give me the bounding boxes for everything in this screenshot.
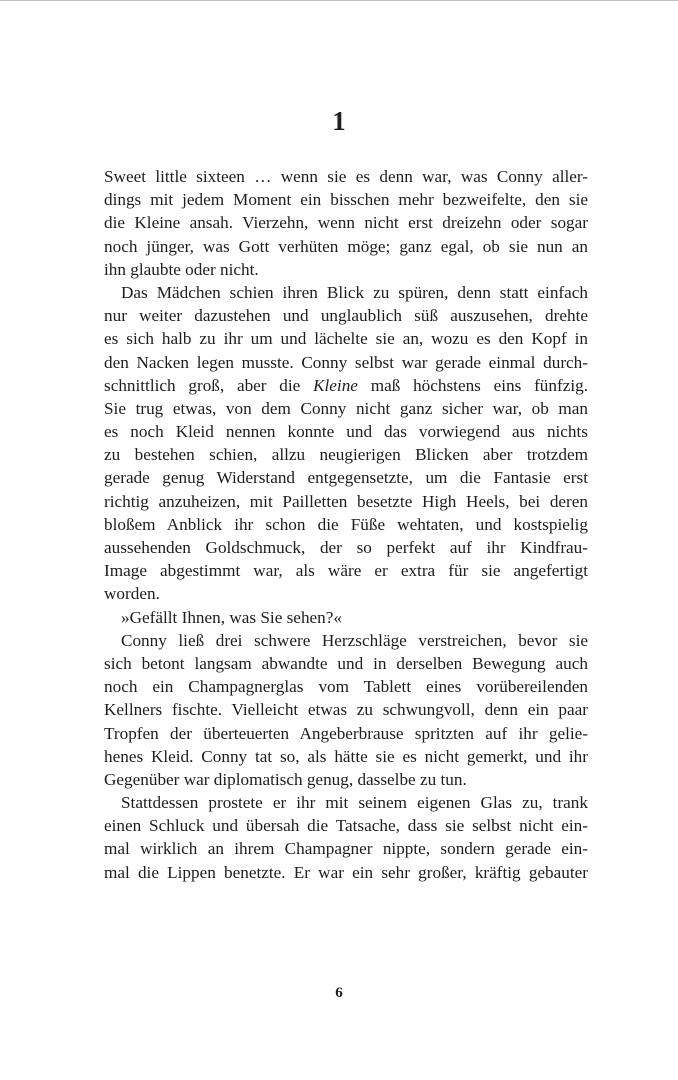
text-line: »Gefällt Ihnen, was Sie sehen?«	[121, 607, 342, 627]
text-line: Gegenüber war diplomatisch genug, dasselbe zu tun.	[104, 769, 467, 789]
body-text	[104, 165, 588, 884]
text-line: zu bestehen schien, allzu neugierigen Blicken aber trotzdem	[104, 445, 588, 465]
text-line: es sich halb zu ihr um und lächelte sie an, wozu es den Kopf in	[104, 329, 588, 349]
text-line: mal wirklich an ihrem Champagner nippte, sondern gerade ein-	[104, 839, 588, 859]
text-line: Stattdessen prostete er ihr mit seinem eigenen Glas zu, trank	[121, 793, 588, 813]
text-line: einen Schluck und übersah die Tatsache, dass sie selbst nicht ein-	[104, 816, 588, 836]
text-line: worden.	[104, 584, 160, 604]
text-line: Sweet little sixteen … wenn sie es denn war, was Conny aller-	[104, 167, 588, 186]
text-line: nur weiter dazustehen und unglaublich süß auszusehen, drehte	[104, 306, 588, 326]
text-line: dings mit jedem Moment ein bisschen mehr bezweifelte, den sie	[104, 190, 588, 210]
text-line: den Nacken legen musste. Conny selbst war gerade einmal durch-	[104, 352, 588, 372]
text-line: sich betont langsam abwandte und in derselben Bewegung auch	[104, 653, 588, 673]
text-segment: maß höchstens eins fünfzig.	[357, 375, 588, 395]
text-line: Tropfen der überteuerten Angeberbrause spritzten auf ihr gelie-	[104, 723, 588, 743]
page-number: 6	[335, 985, 343, 1001]
text-line: es noch Kleid nennen konnte und das vorwiegend aus nichts	[104, 422, 588, 442]
text-line: bloßem Anblick ihr schon die Füße wehtaten, und kostspielig	[104, 514, 588, 534]
text-line: aussehenden Goldschmuck, der so perfekt auf ihr Kindfrau-	[104, 538, 588, 557]
text-line: Image abgestimmt war, als wäre er extra für sie angefertigt	[104, 561, 588, 581]
text-line: noch ein Champagnerglas vom Tablett eines vorübereilenden	[104, 677, 588, 697]
text-line: noch jünger, was Gott verhüten möge; ganz egal, ob sie nun an	[104, 236, 588, 256]
text-line: mal die Lippen benetzte. Er war ein sehr großer, kräftig gebauter	[104, 862, 588, 882]
text-line: richtig anzuheizen, mit Pailletten besetzte High Heels, bei deren	[104, 491, 588, 511]
top-border-line	[0, 0, 678, 1]
text-line: henes Kleid. Conny tat so, als hätte sie es nicht gemerkt, und ihr	[104, 746, 588, 766]
text-line: ihn glaubte oder nicht.	[104, 259, 259, 279]
text-line: Sie trug etwas, von dem Conny nicht ganz sicher war, ob man	[104, 398, 588, 418]
text-line: die Kleine ansah. Vierzehn, wenn nicht erst dreizehn oder sogar	[104, 213, 588, 233]
text-line: gerade genug Widerstand entgegensetzte, um die Fantasie erst	[104, 468, 588, 488]
italic-word: Kleine	[313, 375, 358, 395]
text-line: Das Mädchen schien ihren Blick zu spüren, denn statt einfach	[121, 282, 588, 302]
text-line: Conny ließ drei schwere Herzschläge verstreichen, bevor sie	[121, 630, 588, 650]
text-line-with-italic	[104, 374, 588, 397]
text-line: Kellners fischte. Vielleicht etwas zu schwungvoll, denn ein paar	[104, 700, 588, 720]
text-segment: schnittlich groß, aber die	[104, 375, 314, 395]
chapter-number: 1	[332, 106, 346, 136]
